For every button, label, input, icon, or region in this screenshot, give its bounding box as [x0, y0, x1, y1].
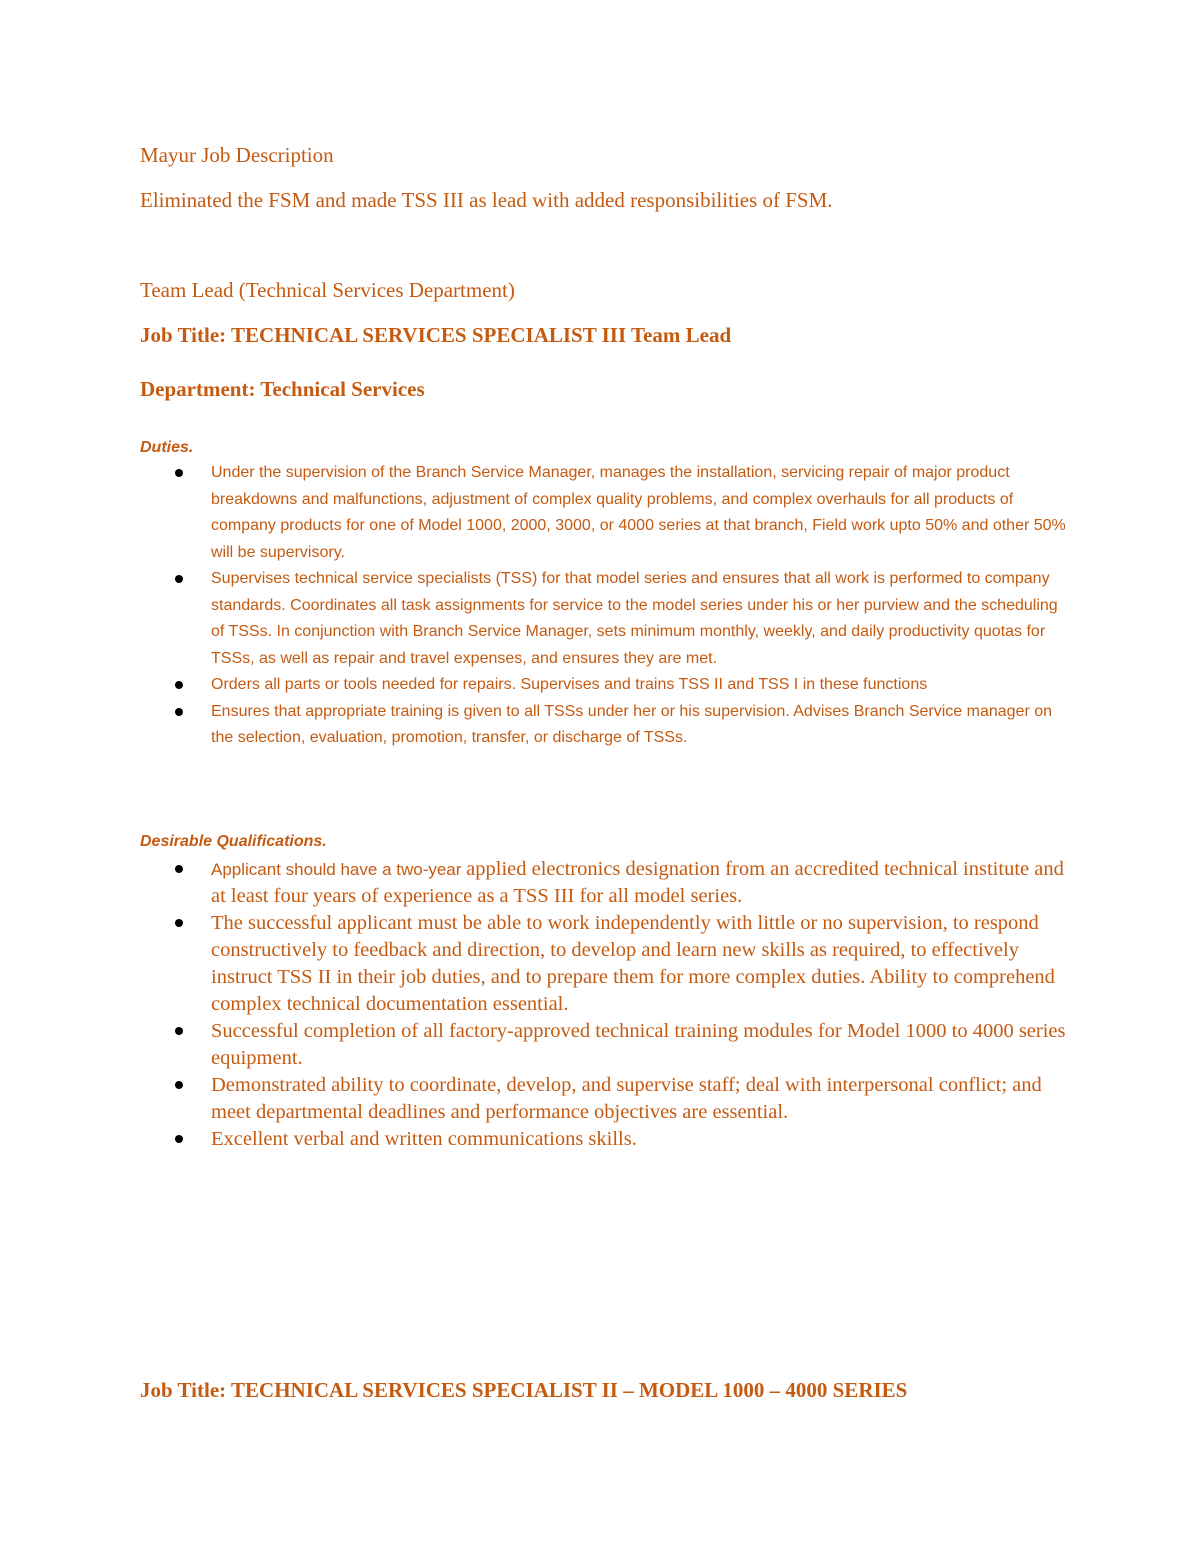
- summary-text: Eliminated the FSM and made TSS III as lead with added responsibilities of FSM.: [140, 188, 833, 212]
- list-item: [140, 1072, 1070, 1126]
- list-item: Supervises technical service specialists (TSS) for that model series and ensures that all work is performed to company standards. Coordinates all task assignments for service to the model series under his or her purview and the scheduling of TSSs. In conjunction with Branch Service Manager, sets minimum monthly, weekly, and daily productivity quotas for TSSs, as well as repair and travel expenses, and ensures they are met.: [140, 566, 1070, 672]
- qualification-text: applied electronics designation from an accredited technical institute and at least four years of experience as a TSS III for all model series.: [211, 858, 1064, 907]
- list-item: Orders all parts or tools needed for repairs. Supervises and trains TSS II and TSS I in these functions: [140, 672, 1070, 699]
- qualification-text: Successful completion of all factory-approved technical training modules for Model 1000 to 4000 series equipment.: [211, 1020, 1066, 1069]
- duties-heading: Duties.: [140, 439, 194, 456]
- qualification-text: The successful applicant must be able to work independently with little or no supervision, to respond constructively to feedback and direction, to develop and learn new skills as required, to effectively instruct TSS II in their job duties, and to prepare them for more complex duties. Ability to comprehend complex technical documentation essential.: [211, 912, 1055, 1015]
- duties-list: [140, 460, 1070, 752]
- qualification-lead-text: Applicant should have a two-year: [211, 860, 467, 879]
- list-item: [140, 1126, 1070, 1153]
- role-heading: Team Lead (Technical Services Department): [140, 278, 515, 302]
- qualifications-heading: Desirable Qualifications.: [140, 833, 327, 850]
- list-item: [140, 856, 1070, 910]
- qualification-text: Demonstrated ability to coordinate, develop, and supervise staff; deal with interpersonal conflict; and meet departmental deadlines and performance objectives are essential.: [211, 1074, 1042, 1123]
- second-job-title-heading: Job Title: TECHNICAL SERVICES SPECIALIST II – MODEL 1000 – 4000 SERIES: [140, 1378, 908, 1402]
- job-title-heading: Job Title: TECHNICAL SERVICES SPECIALIST III Team Lead: [140, 323, 732, 347]
- department-heading: Department: Technical Services: [140, 377, 425, 401]
- list-item: [140, 910, 1070, 1018]
- qualification-text: Excellent verbal and written communications skills.: [211, 1128, 637, 1150]
- list-item: Under the supervision of the Branch Service Manager, manages the installation, servicing repair of major product breakdowns and malfunctions, adjustment of complex quality problems, and complex overhauls for all products of company products for one of Model 1000, 2000, 3000, or 4000 series at that branch, Field work upto 50% and other 50% will be supervisory.: [140, 460, 1070, 566]
- document-title: Mayur Job Description: [140, 143, 334, 167]
- qualifications-list: [140, 856, 1070, 1153]
- list-item: [140, 1018, 1070, 1072]
- list-item: Ensures that appropriate training is given to all TSSs under her or his supervision. Advises Branch Service manager on the selection, evaluation, promotion, transfer, or discharge of TSSs.: [140, 699, 1070, 752]
